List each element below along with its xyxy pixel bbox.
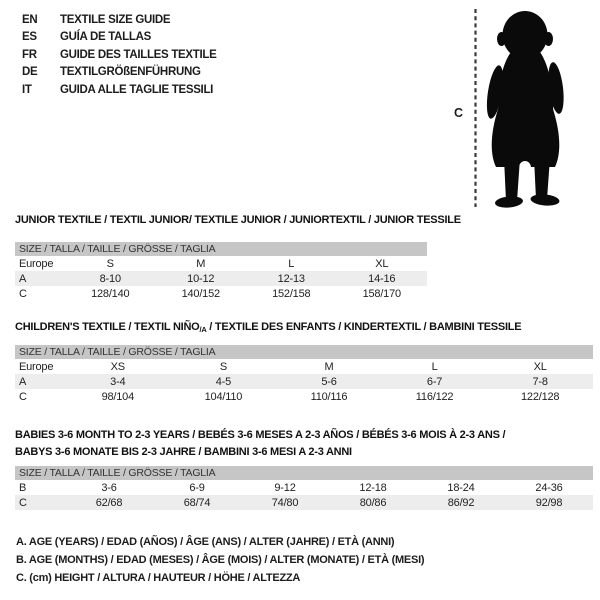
section-title-junior: JUNIOR TEXTILE / TEXTIL JUNIOR/ TEXTILE JUNIOR / JUNIORTEXTIL / JUNIOR TESSILE (15, 214, 461, 226)
language-row (22, 81, 217, 99)
row-label: Europe (19, 360, 54, 373)
table-header-bar (15, 345, 593, 359)
table-cell: L (431, 360, 438, 373)
baby-silhouette-icon (483, 8, 571, 208)
row-label: Europe (19, 257, 54, 270)
table-header-label: SIZE / TALLA / TAILLE / GRÖSSE / TAGLIA (19, 243, 216, 255)
table-row-europe (15, 359, 593, 374)
table-cell: 68/74 (183, 496, 211, 509)
table-cell: 158/170 (362, 287, 401, 300)
table-cell: XS (110, 360, 125, 373)
table-cell: 4-5 (215, 375, 232, 388)
table-cell: 12-18 (359, 481, 387, 494)
table-row-europe (15, 256, 427, 271)
table-cell: 6-9 (189, 481, 205, 494)
table-cell: 7-8 (532, 375, 548, 388)
table-cell: 152/158 (272, 287, 311, 300)
row-label: B (19, 481, 27, 494)
row-label: C (19, 287, 27, 300)
language-row (22, 11, 217, 29)
table-cell: 86/92 (447, 496, 475, 509)
language-title: GUIDE DES TAILLES TEXTILE (60, 48, 217, 61)
language-row (22, 46, 217, 64)
table-cell: 116/122 (415, 390, 454, 403)
table-row-c (15, 389, 593, 404)
table-cell: 3-6 (101, 481, 117, 494)
table-cell: M (324, 360, 334, 373)
footnote-b: B. AGE (MONTHS) / EDAD (MESES) / ÂGE (MOIS) / ALTER (MONATE) / ETÀ (MESI) (16, 553, 425, 566)
language-title: GUIDA ALLE TAGLIE TESSILI (60, 83, 214, 96)
language-code: DE (22, 66, 38, 79)
table-cell: 6-7 (426, 375, 443, 388)
language-row (22, 29, 217, 47)
table-cell: XL (375, 257, 389, 270)
table-cell: 140/152 (181, 287, 220, 300)
table-cell: 128/140 (91, 287, 130, 300)
table-cell: XL (533, 360, 547, 373)
footnote-c: C. (cm) HEIGHT / ALTURA / HAUTEUR / HÖHE / ALTEZZA (16, 571, 301, 584)
table-row-c (15, 495, 593, 510)
height-measure-line (473, 9, 478, 207)
table-header-label: SIZE / TALLA / TAILLE / GRÖSSE / TAGLIA (19, 467, 216, 479)
language-code: IT (22, 83, 32, 96)
footnote-a: A. AGE (YEARS) / EDAD (AÑOS) / ÂGE (ANS) / ALTER (JAHRE) / ETÀ (ANNI) (16, 536, 395, 548)
table-cell: 110/116 (310, 390, 348, 403)
language-list (22, 11, 217, 99)
table-cell: S (219, 360, 227, 373)
row-label: A (19, 272, 27, 285)
table-cell: 74/80 (271, 496, 299, 509)
row-label: C (19, 496, 27, 509)
babies-size-table (15, 466, 593, 510)
table-cell: 9-12 (274, 481, 296, 494)
table-row-a (15, 374, 593, 389)
table-cell: 98/104 (101, 390, 135, 403)
section-title-babies (15, 427, 505, 461)
table-header-bar (15, 242, 427, 256)
table-cell: 5-6 (321, 375, 337, 388)
row-label: A (19, 375, 27, 388)
table-header-bar (15, 466, 593, 480)
table-cell: 18-24 (447, 481, 475, 494)
language-title: TEXTILGRÖßENFÜHRUNG (60, 66, 201, 79)
table-row-b (15, 480, 593, 495)
language-title: TEXTILE SIZE GUIDE (60, 13, 171, 26)
section-title-subscript: /A (199, 325, 207, 334)
junior-size-table (15, 242, 427, 301)
footnotes (16, 534, 424, 587)
table-cell: L (288, 257, 295, 270)
table-cell: 24-36 (535, 481, 563, 494)
section-title-line: BABIES 3-6 MONTH TO 2-3 YEARS / BEBÉS 3-6 MESES A 2-3 AÑOS / BÉBÉS 3-6 MOIS À 2-3 ANS / (15, 429, 506, 441)
section-title-part: CHILDREN'S TEXTILE / TEXTIL NIÑO (15, 321, 200, 333)
language-row (22, 64, 217, 82)
language-code: EN (22, 13, 38, 26)
table-row-c (15, 286, 427, 301)
table-cell: 14-16 (368, 272, 396, 285)
children-size-table (15, 345, 593, 404)
table-cell: 8-10 (99, 272, 121, 285)
table-cell: 80/86 (359, 496, 387, 509)
table-cell: 3-4 (110, 375, 126, 388)
language-code: FR (22, 48, 37, 61)
table-cell: M (196, 257, 206, 270)
language-title: GUÍA DE TALLAS (60, 31, 151, 44)
table-cell: 122/128 (520, 390, 560, 403)
table-cell: 104/110 (204, 390, 243, 403)
table-cell: 10-12 (187, 272, 215, 285)
language-code: ES (22, 31, 37, 44)
table-cell: 62/68 (95, 496, 123, 509)
table-cell: 92/98 (535, 496, 563, 509)
table-row-a (15, 271, 427, 286)
table-header-label: SIZE / TALLA / TAILLE / GRÖSSE / TAGLIA (19, 346, 216, 358)
table-cell: S (106, 257, 114, 270)
section-title-part: / TEXTILE DES ENFANTS / KINDERTEXTIL / BAMBINI TESSILE (206, 321, 522, 333)
table-cell: 12-13 (277, 272, 305, 285)
section-title-children (15, 321, 521, 334)
height-measure-label: C (454, 106, 464, 120)
row-label: C (19, 390, 27, 403)
section-title-line: BABYS 3-6 MONATE BIS 2-3 JAHRE / BAMBINI 3-6 MESI A 2-3 ANNI (15, 446, 352, 458)
